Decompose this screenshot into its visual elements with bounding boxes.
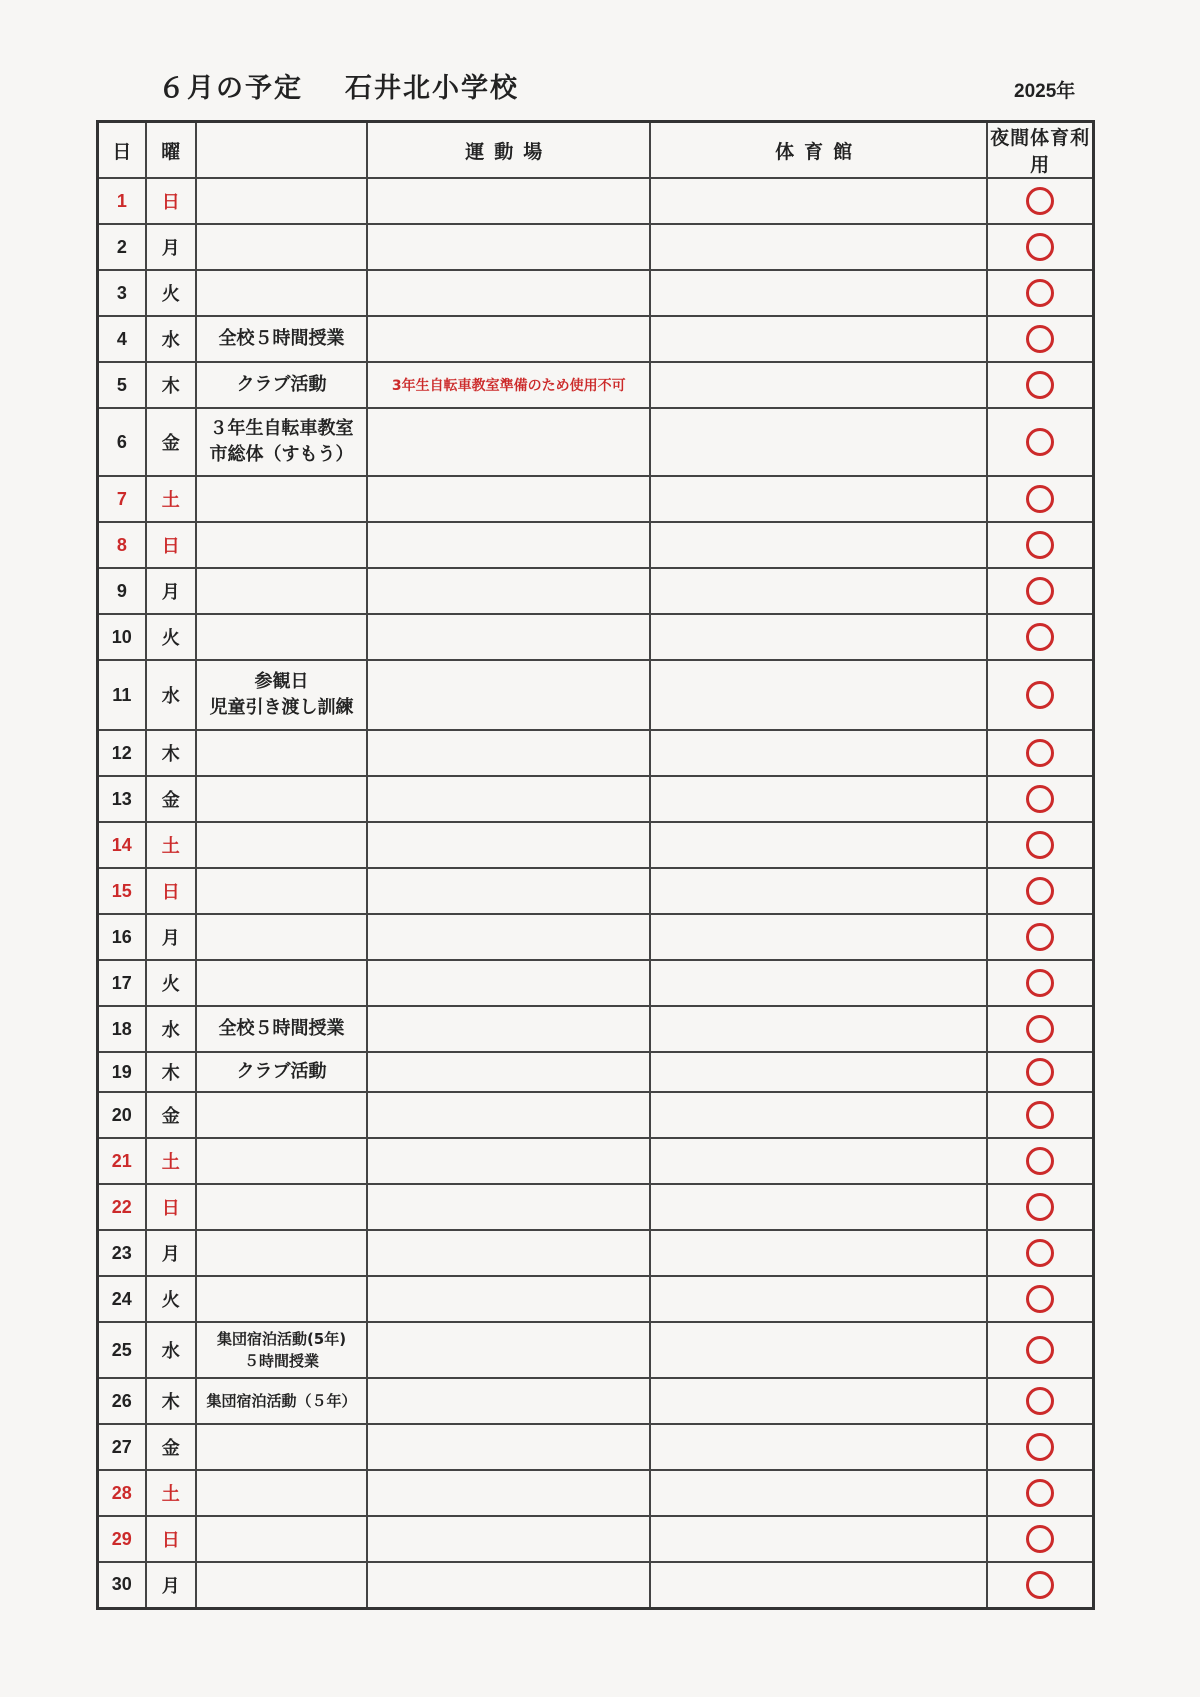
red-circle-icon: [1026, 485, 1054, 513]
gym-cell: [650, 1138, 987, 1184]
event-cell: [196, 730, 368, 776]
table-row: [98, 224, 1094, 270]
event-cell: [196, 522, 368, 568]
night-use-cell: [987, 476, 1093, 522]
table-row: [98, 408, 1094, 476]
gym-cell: [650, 1092, 987, 1138]
event-cell: [196, 316, 368, 362]
day-cell: 16: [98, 914, 146, 960]
red-circle-icon: [1026, 681, 1054, 709]
red-circle-icon: [1026, 1239, 1054, 1267]
event-cell: [196, 1138, 368, 1184]
event-text: 集団宿泊活動(5年): [216, 1330, 347, 1348]
event-text: クラブ活動: [236, 374, 327, 395]
gym-cell: [650, 914, 987, 960]
gym-cell: [650, 1378, 987, 1424]
table-row: [98, 1378, 1094, 1424]
night-use-cell: [987, 522, 1093, 568]
ground-cell: [367, 914, 650, 960]
night-use-cell: [987, 1230, 1093, 1276]
col-header-night: 夜間体育利用: [987, 122, 1093, 179]
ground-cell: [367, 960, 650, 1006]
day-cell: 17: [98, 960, 146, 1006]
title-month: ６月の予定: [158, 73, 303, 104]
ground-cell: [367, 1378, 650, 1424]
day-cell: 15: [98, 868, 146, 914]
weekday-cell: 土: [146, 822, 196, 868]
ground-cell: [367, 1276, 650, 1322]
ground-cell: [367, 224, 650, 270]
red-circle-icon: [1026, 1015, 1054, 1043]
ground-cell: [367, 1006, 650, 1052]
night-use-cell: [987, 730, 1093, 776]
gym-cell: [650, 1052, 987, 1092]
day-cell: 1: [98, 178, 146, 224]
red-circle-icon: [1026, 831, 1054, 859]
gym-cell: [650, 730, 987, 776]
ground-cell: [367, 1562, 650, 1608]
red-circle-icon: [1026, 187, 1054, 215]
night-use-cell: [987, 868, 1093, 914]
event-cell: [196, 1184, 368, 1230]
table-row: [98, 1184, 1094, 1230]
table-row: [98, 522, 1094, 568]
day-cell: 7: [98, 476, 146, 522]
day-cell: 12: [98, 730, 146, 776]
gym-cell: [650, 408, 987, 476]
red-circle-icon: [1026, 1285, 1054, 1313]
gym-cell: [650, 270, 987, 316]
night-use-cell: [987, 614, 1093, 660]
ground-cell: [367, 1230, 650, 1276]
day-cell: 28: [98, 1470, 146, 1516]
day-cell: 25: [98, 1322, 146, 1378]
red-circle-icon: [1026, 577, 1054, 605]
night-use-cell: [987, 1184, 1093, 1230]
event-cell: [196, 660, 368, 730]
gym-cell: [650, 1424, 987, 1470]
night-use-cell: [987, 178, 1093, 224]
night-use-cell: [987, 1470, 1093, 1516]
ground-cell: [367, 270, 650, 316]
table-row: [98, 178, 1094, 224]
day-cell: 30: [98, 1562, 146, 1608]
table-row: [98, 730, 1094, 776]
weekday-cell: 月: [146, 914, 196, 960]
night-use-cell: [987, 1006, 1093, 1052]
gym-cell: [650, 1006, 987, 1052]
day-cell: 3: [98, 270, 146, 316]
event-cell: [196, 614, 368, 660]
event-text: ５時間授業: [244, 1352, 320, 1370]
red-circle-icon: [1026, 785, 1054, 813]
year-label: 2025年: [1014, 81, 1076, 102]
table-row: [98, 1092, 1094, 1138]
ground-cell: [367, 568, 650, 614]
red-circle-icon: [1026, 1101, 1054, 1129]
school-name: 石井北小学校: [345, 73, 519, 104]
ground-cell: [367, 476, 650, 522]
table-row: [98, 1006, 1094, 1052]
event-cell: [196, 1276, 368, 1322]
gym-cell: [650, 568, 987, 614]
event-text: 全校５時間授業: [218, 328, 345, 349]
page-title: [158, 66, 519, 105]
night-use-cell: [987, 1378, 1093, 1424]
day-cell: 5: [98, 362, 146, 408]
red-circle-icon: [1026, 1479, 1054, 1507]
col-header-day: 日: [98, 122, 146, 179]
red-circle-icon: [1026, 1433, 1054, 1461]
day-cell: 27: [98, 1424, 146, 1470]
day-cell: 14: [98, 822, 146, 868]
event-cell: [196, 868, 368, 914]
night-use-cell: [987, 316, 1093, 362]
night-use-cell: [987, 776, 1093, 822]
gym-cell: [650, 1230, 987, 1276]
event-cell: [196, 1092, 368, 1138]
night-use-cell: [987, 914, 1093, 960]
gym-cell: [650, 868, 987, 914]
day-cell: 8: [98, 522, 146, 568]
event-cell: [196, 1516, 368, 1562]
gym-cell: [650, 960, 987, 1006]
gym-cell: [650, 1470, 987, 1516]
day-cell: 26: [98, 1378, 146, 1424]
table-row: [98, 568, 1094, 614]
gym-cell: [650, 614, 987, 660]
weekday-cell: 土: [146, 1138, 196, 1184]
gym-cell: [650, 776, 987, 822]
table-row: [98, 822, 1094, 868]
ground-cell: [367, 614, 650, 660]
table-row: [98, 1230, 1094, 1276]
red-circle-icon: [1026, 531, 1054, 559]
weekday-cell: 月: [146, 1562, 196, 1608]
day-cell: 13: [98, 776, 146, 822]
red-circle-icon: [1026, 371, 1054, 399]
night-use-cell: [987, 568, 1093, 614]
gym-cell: [650, 224, 987, 270]
night-use-cell: [987, 1276, 1093, 1322]
day-cell: 18: [98, 1006, 146, 1052]
weekday-cell: 日: [146, 868, 196, 914]
red-circle-icon: [1026, 623, 1054, 651]
weekday-cell: 水: [146, 1322, 196, 1378]
day-cell: 9: [98, 568, 146, 614]
weekday-cell: 金: [146, 1092, 196, 1138]
red-circle-icon: [1026, 877, 1054, 905]
weekday-cell: 月: [146, 1230, 196, 1276]
event-text: 市総体（すもう）: [209, 444, 354, 465]
night-use-cell: [987, 1424, 1093, 1470]
table-row: [98, 1276, 1094, 1322]
event-cell: [196, 224, 368, 270]
table-row: [98, 1138, 1094, 1184]
weekday-cell: 日: [146, 522, 196, 568]
red-circle-icon: [1026, 923, 1054, 951]
event-cell: [196, 568, 368, 614]
ground-cell: [367, 1138, 650, 1184]
red-circle-icon: [1026, 969, 1054, 997]
red-circle-icon: [1026, 1193, 1054, 1221]
gym-cell: [650, 316, 987, 362]
ground-cell: [367, 1092, 650, 1138]
night-use-cell: [987, 660, 1093, 730]
event-cell: [196, 1052, 368, 1092]
ground-cell: [367, 1052, 650, 1092]
ground-cell: [367, 1184, 650, 1230]
weekday-cell: 木: [146, 1052, 196, 1092]
table-row: [98, 614, 1094, 660]
gym-cell: [650, 1322, 987, 1378]
table-row: [98, 362, 1094, 408]
weekday-cell: 水: [146, 1006, 196, 1052]
night-use-cell: [987, 1516, 1093, 1562]
weekday-cell: 金: [146, 408, 196, 476]
event-cell: [196, 178, 368, 224]
weekday-cell: 月: [146, 568, 196, 614]
event-text: クラブ活動: [236, 1061, 327, 1082]
gym-cell: [650, 1562, 987, 1608]
ground-cell: [367, 178, 650, 224]
red-circle-icon: [1026, 428, 1054, 456]
event-cell: [196, 362, 368, 408]
day-cell: 20: [98, 1092, 146, 1138]
ground-cell: [367, 776, 650, 822]
header-row: [98, 122, 1094, 179]
weekday-cell: 日: [146, 1184, 196, 1230]
weekday-cell: 木: [146, 730, 196, 776]
night-use-cell: [987, 1052, 1093, 1092]
gym-cell: [650, 822, 987, 868]
table-row: [98, 868, 1094, 914]
ground-cell: [367, 1516, 650, 1562]
event-text: 児童引き渡し訓練: [209, 697, 354, 718]
day-cell: 2: [98, 224, 146, 270]
event-cell: [196, 1424, 368, 1470]
table-row: [98, 776, 1094, 822]
gym-cell: [650, 362, 987, 408]
gym-cell: [650, 522, 987, 568]
day-cell: 11: [98, 660, 146, 730]
day-cell: 21: [98, 1138, 146, 1184]
ground-cell: [367, 660, 650, 730]
ground-cell: [367, 1470, 650, 1516]
ground-cell: [367, 1322, 650, 1378]
gym-cell: [650, 178, 987, 224]
red-circle-icon: [1026, 233, 1054, 261]
day-cell: 10: [98, 614, 146, 660]
gym-cell: [650, 1516, 987, 1562]
weekday-cell: 木: [146, 1378, 196, 1424]
table-row: [98, 1470, 1094, 1516]
event-cell: [196, 408, 368, 476]
col-header-ground: 運動場: [367, 122, 650, 179]
red-circle-icon: [1026, 325, 1054, 353]
event-cell: [196, 476, 368, 522]
table-row: [98, 914, 1094, 960]
weekday-cell: 火: [146, 270, 196, 316]
weekday-cell: 水: [146, 660, 196, 730]
schedule-table: [96, 120, 1095, 1610]
table-row: [98, 1322, 1094, 1378]
weekday-cell: 火: [146, 614, 196, 660]
day-cell: 23: [98, 1230, 146, 1276]
day-cell: 6: [98, 408, 146, 476]
table-row: [98, 660, 1094, 730]
ground-cell: [367, 316, 650, 362]
event-cell: [196, 1562, 368, 1608]
ground-cell: [367, 822, 650, 868]
event-cell: [196, 1378, 368, 1424]
event-cell: [196, 1230, 368, 1276]
ground-cell: [367, 522, 650, 568]
event-cell: [196, 960, 368, 1006]
table-row: [98, 960, 1094, 1006]
gym-cell: [650, 476, 987, 522]
event-cell: [196, 1322, 368, 1378]
col-header-event: [196, 122, 368, 179]
table-row: [98, 1424, 1094, 1470]
weekday-cell: 金: [146, 776, 196, 822]
table-row: [98, 476, 1094, 522]
night-use-cell: [987, 1562, 1093, 1608]
red-circle-icon: [1026, 1387, 1054, 1415]
red-circle-icon: [1026, 279, 1054, 307]
weekday-cell: 土: [146, 476, 196, 522]
event-text: 集団宿泊活動（５年）: [206, 1392, 357, 1410]
weekday-cell: 土: [146, 1470, 196, 1516]
table-row: [98, 1052, 1094, 1092]
red-circle-icon: [1026, 1147, 1054, 1175]
table-row: [98, 1516, 1094, 1562]
night-use-cell: [987, 362, 1093, 408]
day-cell: 19: [98, 1052, 146, 1092]
ground-cell: [367, 730, 650, 776]
ground-cell: [367, 408, 650, 476]
day-cell: 4: [98, 316, 146, 362]
col-header-dow: 曜: [146, 122, 196, 179]
event-cell: [196, 270, 368, 316]
night-use-cell: [987, 960, 1093, 1006]
night-use-cell: [987, 270, 1093, 316]
event-text: 全校５時間授業: [218, 1018, 345, 1039]
table-row: [98, 270, 1094, 316]
red-circle-icon: [1026, 739, 1054, 767]
weekday-cell: 水: [146, 316, 196, 362]
day-cell: 29: [98, 1516, 146, 1562]
event-cell: [196, 914, 368, 960]
event-text: ３年生自転車教室: [209, 418, 354, 439]
table-row: [98, 316, 1094, 362]
col-header-gym: 体育館: [650, 122, 987, 179]
weekday-cell: 日: [146, 1516, 196, 1562]
event-text: 参観日: [254, 671, 309, 692]
day-cell: 24: [98, 1276, 146, 1322]
red-circle-icon: [1026, 1336, 1054, 1364]
table-row: [98, 1562, 1094, 1608]
ground-cell: [367, 1424, 650, 1470]
night-use-cell: [987, 1322, 1093, 1378]
weekday-cell: 日: [146, 178, 196, 224]
ground-cell: 3年生自転車教室準備のため使用不可: [367, 362, 650, 408]
night-use-cell: [987, 408, 1093, 476]
event-cell: [196, 1006, 368, 1052]
red-circle-icon: [1026, 1525, 1054, 1553]
weekday-cell: 木: [146, 362, 196, 408]
day-cell: 22: [98, 1184, 146, 1230]
weekday-cell: 金: [146, 1424, 196, 1470]
ground-cell: [367, 868, 650, 914]
night-use-cell: [987, 1092, 1093, 1138]
gym-cell: [650, 660, 987, 730]
weekday-cell: 火: [146, 1276, 196, 1322]
night-use-cell: [987, 822, 1093, 868]
weekday-cell: 月: [146, 224, 196, 270]
red-circle-icon: [1026, 1571, 1054, 1599]
night-use-cell: [987, 224, 1093, 270]
event-cell: [196, 776, 368, 822]
event-cell: [196, 822, 368, 868]
red-circle-icon: [1026, 1058, 1054, 1086]
gym-cell: [650, 1184, 987, 1230]
event-cell: [196, 1470, 368, 1516]
weekday-cell: 火: [146, 960, 196, 1006]
night-use-cell: [987, 1138, 1093, 1184]
gym-cell: [650, 1276, 987, 1322]
